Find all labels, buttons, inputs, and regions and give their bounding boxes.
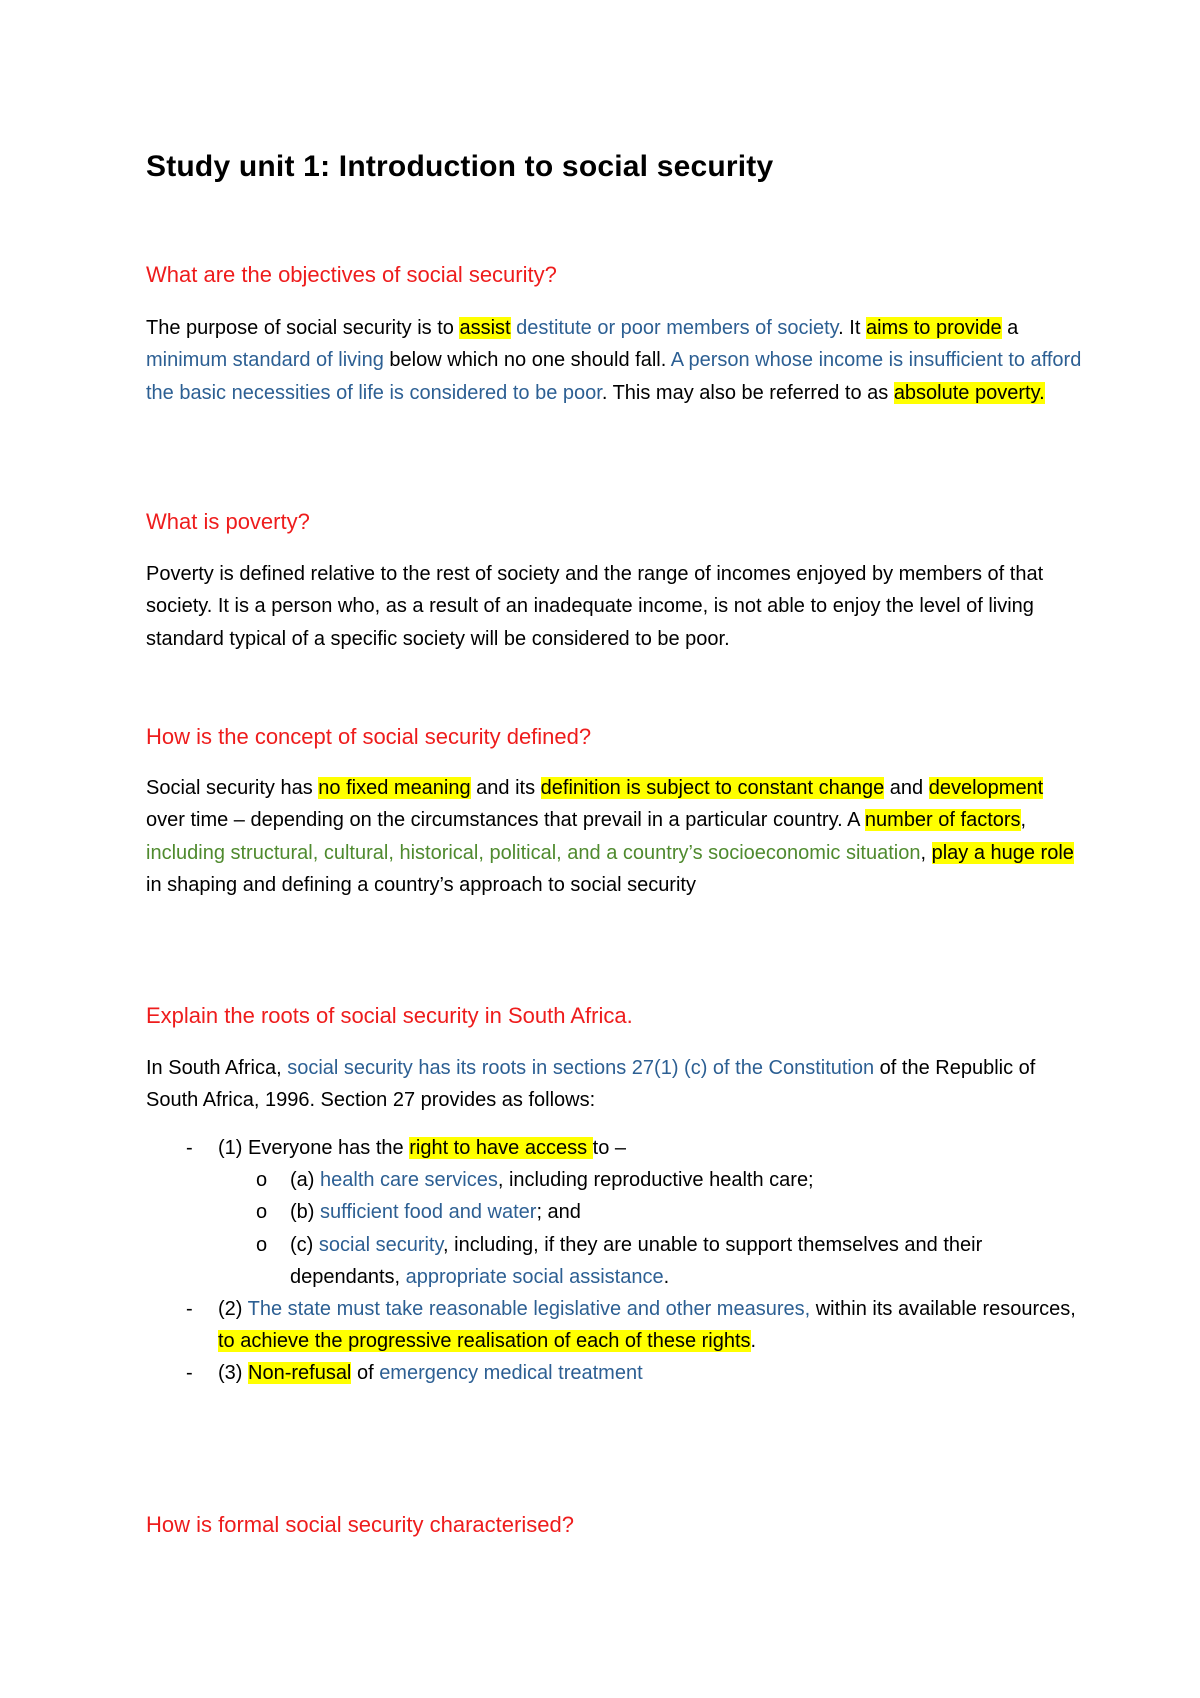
dash-bullet: -: [186, 1137, 193, 1159]
text-run: (3): [218, 1362, 248, 1384]
highlight-run: Non-refusal: [248, 1362, 352, 1384]
highlight-run: definition is subject to constant change: [540, 777, 885, 799]
objectives-paragraph: [146, 312, 1086, 409]
highlight-run: right to have access: [409, 1137, 593, 1159]
text-run: of the Republic of South Africa, 1996. Section 27 provides as follows:: [146, 1057, 1036, 1112]
circle-bullet: o: [256, 1234, 268, 1256]
green-run: including structural, cultural, historical, political, and a country’s socioeconomic situation: [146, 841, 921, 864]
dash-bullet: -: [186, 1298, 193, 1320]
sub-list-item-text: [290, 1164, 1090, 1196]
text-run: a: [1001, 317, 1019, 339]
blue-run: A person whose income is insufficient to afford the basic necessities of life is considered to be poor: [146, 349, 1082, 404]
circle-bullet: o: [256, 1169, 268, 1191]
text-run: ; and: [536, 1201, 581, 1223]
highlight-run: to achieve the progressive realisation of each of these rights: [218, 1330, 751, 1353]
highlight-run: aims to provide: [865, 317, 1002, 339]
text-run: (b): [290, 1201, 320, 1223]
text-run: over time – depending on the circumstances that prevail in a particular country. A: [146, 809, 865, 832]
sub-list-item-text: [290, 1196, 1090, 1228]
text-run: , including reproductive health care;: [497, 1169, 814, 1191]
text-run: . This may also be referred to as: [601, 381, 894, 404]
text-run: and: [884, 777, 929, 799]
poverty-paragraph: Poverty is defined relative to the rest of society and the range of incomes enjoyed by members of that society. It is a person who, as a result of an inadequate income, is not able to enjoy the level of living standard typical of a specific society will be considered to be poor.: [146, 563, 1044, 650]
concept-heading: How is the concept of social security defined?: [146, 724, 592, 749]
text-run: In South Africa,: [146, 1057, 288, 1079]
page-title: Study unit 1: Introduction to social security: [146, 150, 774, 183]
text-run: Social security has: [146, 777, 319, 799]
text-run: within its available resources,: [810, 1298, 1076, 1320]
blue-run: minimum standard of living: [146, 349, 384, 372]
text-run: .: [663, 1266, 670, 1289]
text-run: .: [750, 1330, 757, 1353]
concept-paragraph: [146, 772, 1086, 902]
blue-run: sufficient food and water: [320, 1201, 537, 1223]
text-run: The purpose of social security is to: [146, 317, 460, 339]
text-run: of: [351, 1362, 380, 1384]
text-run: , including, if they are unable to support themselves and their dependants,: [290, 1234, 983, 1289]
sub-list-item-text: [290, 1229, 1090, 1294]
text-run: below which no one should fall.: [383, 349, 671, 372]
roots-heading: Explain the roots of social security in South Africa.: [146, 1003, 633, 1028]
text-run: (2): [218, 1298, 248, 1320]
blue-run: emergency medical treatment: [379, 1362, 643, 1384]
text-run: and its: [470, 777, 541, 799]
blue-run: social security has its roots in sections 27(1) (c) of the Constitution: [287, 1057, 875, 1079]
dash-bullet: -: [186, 1362, 193, 1384]
highlight-run: absolute poverty.: [893, 381, 1045, 404]
highlight-run: development: [928, 777, 1044, 799]
highlight-run: play a huge role: [931, 841, 1074, 864]
text-run: (a): [290, 1169, 320, 1191]
text-run: to –: [592, 1137, 627, 1159]
blue-run: social security: [318, 1234, 444, 1256]
highlight-run: assist: [459, 317, 511, 339]
blue-run: The state must take reasonable legislative and other measures,: [247, 1298, 811, 1320]
roots-paragraph: [146, 1052, 1086, 1117]
list-item-text: [218, 1293, 1098, 1358]
poverty-heading: What is poverty?: [146, 509, 310, 534]
blue-run: destitute or poor members of society: [510, 317, 839, 339]
list-item-text: [218, 1357, 1098, 1389]
text-run: . It: [838, 317, 866, 339]
text-run: ,: [1020, 809, 1027, 832]
highlight-run: no fixed meaning: [318, 777, 471, 799]
blue-run: appropriate social assistance: [405, 1266, 664, 1289]
text-run: (1) Everyone has the: [218, 1137, 410, 1159]
highlight-run: number of factors: [864, 809, 1021, 832]
objectives-heading: What are the objectives of social security?: [146, 262, 557, 287]
list-item-text: [218, 1132, 1098, 1164]
formal-heading: How is formal social security characterised?: [146, 1512, 574, 1537]
circle-bullet: o: [256, 1201, 268, 1223]
blue-run: health care services: [320, 1169, 498, 1191]
text-run: (c): [290, 1234, 319, 1256]
text-run: ,: [920, 841, 932, 864]
text-run: in shaping and defining a country’s approach to social security: [146, 874, 696, 897]
